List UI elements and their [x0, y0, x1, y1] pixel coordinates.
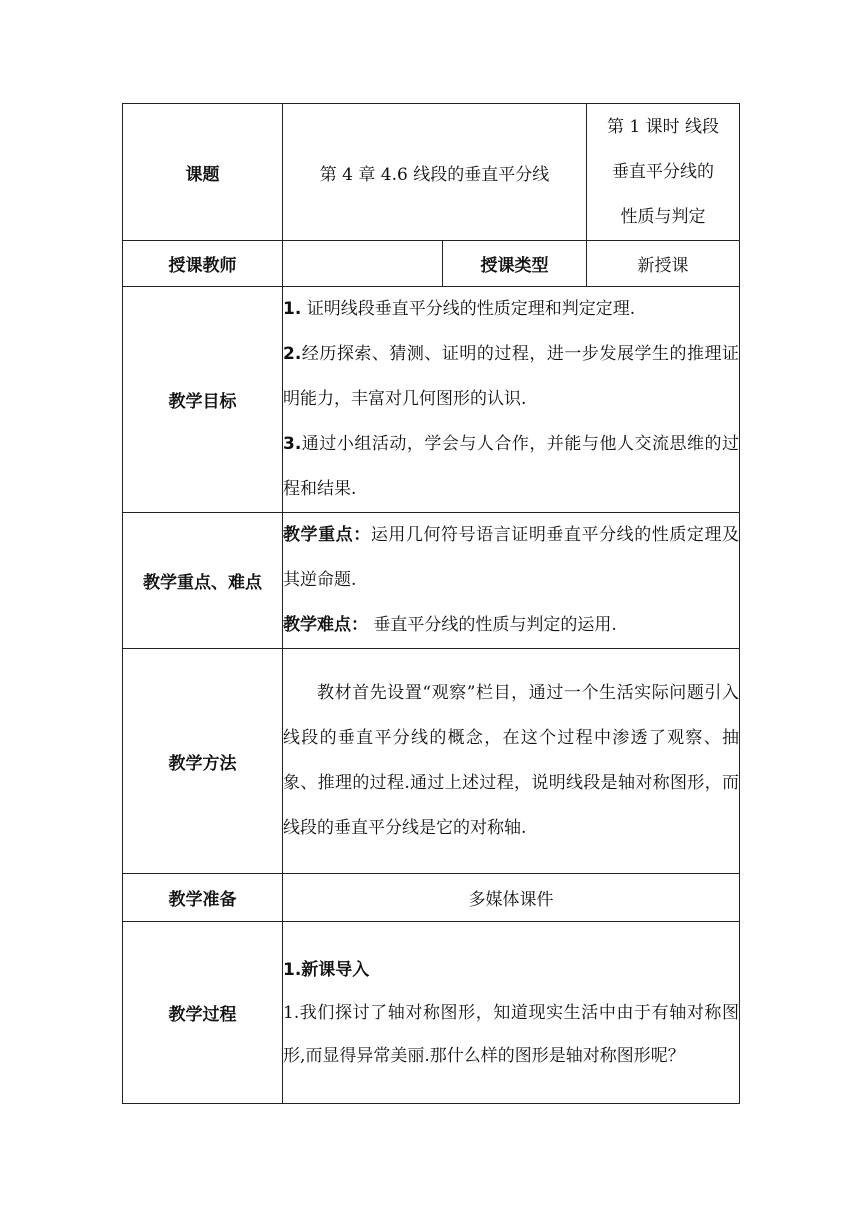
process-row	[123, 922, 740, 1104]
lesson-period-line-3: 性质与判定	[620, 206, 706, 227]
process-label: 教学过程	[123, 922, 283, 1104]
method-text: 教材首先设置“观察”栏目，通过一个生活实际问题引入线段的垂直平分线的概念，在这个过程中渗透了观察、抽象、推理的过程.通过上述过程，说明线段是轴对称图形，而线段的垂直平分线是它的对称轴.	[283, 683, 739, 838]
topic-label: 课题	[123, 104, 283, 241]
lesson-type-label: 授课类型	[443, 241, 587, 287]
preparation-label: 教学准备	[123, 874, 283, 922]
lesson-period-line-1: 第 1 课时 线段	[606, 116, 720, 137]
preparation-value: 多媒体课件	[283, 874, 740, 922]
teacher-label: 授课教师	[123, 241, 283, 287]
preparation-row	[123, 874, 740, 922]
teacher-value	[283, 241, 443, 287]
method-content	[283, 649, 740, 874]
process-heading: 1.新课导入	[283, 960, 370, 980]
key-points-label: 教学重点、难点	[123, 513, 283, 649]
lesson-plan-table	[122, 103, 740, 1104]
key-points-row	[123, 513, 740, 649]
lesson-period	[587, 104, 740, 241]
method-row	[123, 649, 740, 874]
lesson-period-line-2: 垂直平分线的	[612, 161, 714, 182]
topic-row	[123, 104, 740, 241]
objective-item: 1. 证明线段垂直平分线的性质定理和判定定理.	[283, 299, 636, 319]
difficult-point: 教学难点： 垂直平分线的性质与判定的运用.	[283, 615, 617, 635]
method-label: 教学方法	[123, 649, 283, 874]
teacher-row	[123, 241, 740, 287]
objectives-row	[123, 287, 740, 513]
key-points-content	[283, 513, 740, 649]
lesson-type-value: 新授课	[587, 241, 740, 287]
objectives-label: 教学目标	[123, 287, 283, 513]
objective-item: 2.经历探索、猜测、证明的过程，进一步发展学生的推理证明能力，丰富对几何图形的认识.	[283, 344, 739, 409]
process-text: 1.我们探讨了轴对称图形，知道现实生活中由于有轴对称图形,而显得异常美丽.那什么样的图形是轴对称图形呢？	[283, 1003, 739, 1066]
process-content	[283, 922, 740, 1104]
objective-item: 3.通过小组活动，学会与人合作，并能与他人交流思维的过程和结果.	[283, 434, 739, 499]
key-point: 教学重点：运用几何符号语言证明垂直平分线的性质定理及其逆命题.	[283, 525, 740, 590]
topic-value: 第 4 章 4.6 线段的垂直平分线	[283, 104, 587, 241]
objectives-content	[283, 287, 740, 513]
